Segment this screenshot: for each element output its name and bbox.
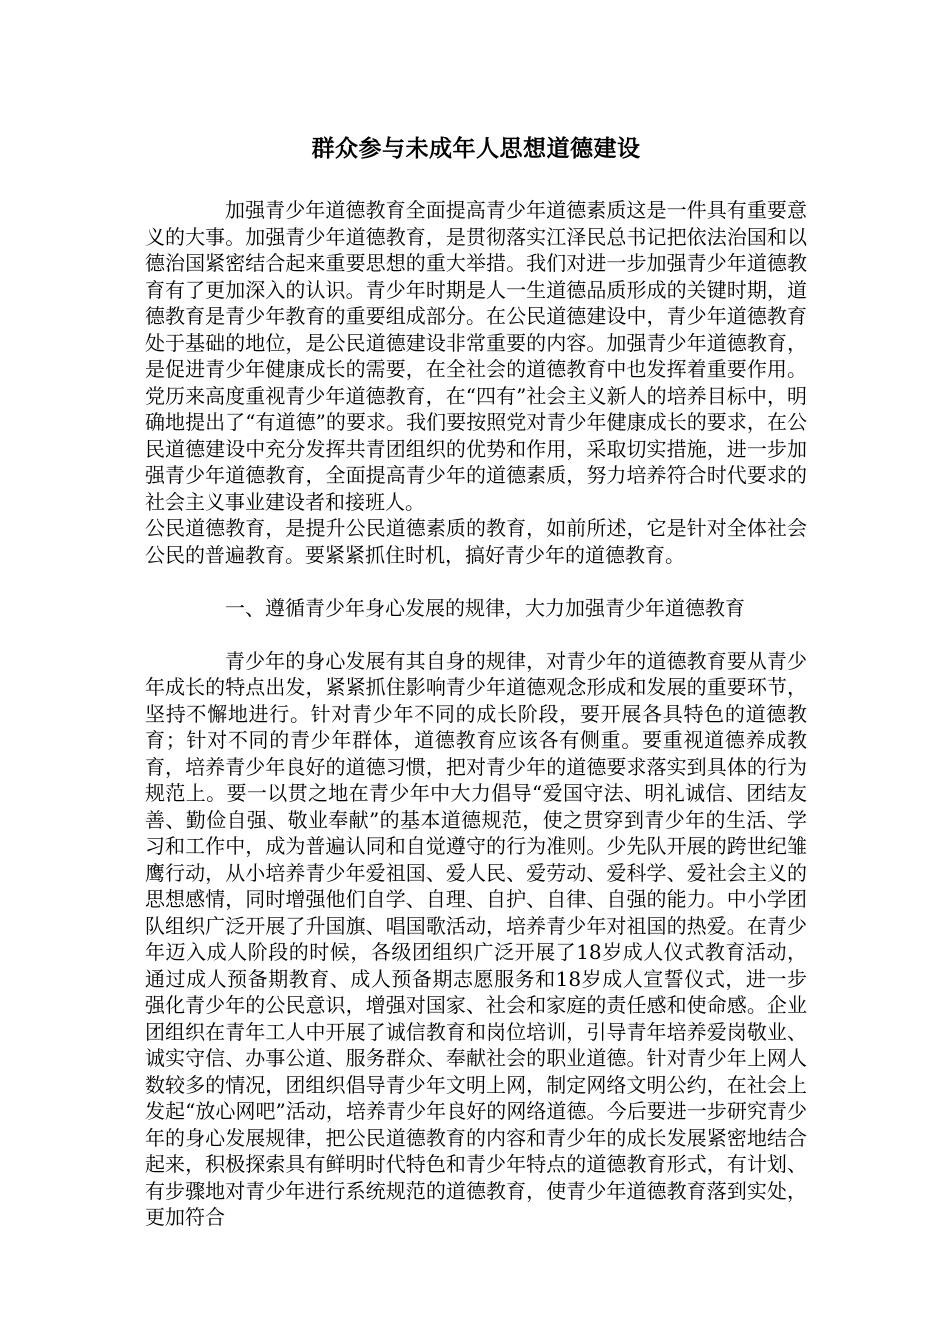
document-title: 群众参与未成年人思想道德建设 (311, 135, 641, 162)
paragraph-spacer (145, 621, 807, 648)
document-body (145, 197, 807, 1231)
document-page (145, 0, 807, 1344)
paragraph-section-1: 青少年的身心发展有其自身的规律，对青少年的道德教育要从青少年成长的特点出发，紧紧抓住影响青少年道德观念形成和发展的重要环节，坚持不懈地进行。针对青少年不同的成长阶段，要开展各具特色的道德教育；针对不同的青少年群体，道德教育应该各有侧重。要重视道德养成教育，培养青少年良好的道德习惯，把对青少年的道德要求落实到具体的行为规范上。要一以贯之地在青少年中大力倡导“爱国守法、明礼诚信、团结友善、勤俭自强、敬业奉献”的基本道德规范，使之贯穿到青少年的生活、学习和工作中，成为普遍认同和自觉遵守的行为准则。少先队开展的跨世纪雏鹰行动，从小培养青少年爱祖国、爱人民、爱劳动、爱科学、爱社会主义的思想感情，同时增强他们自学、自理、自护、自律、自强的能力。中小学团队组织广泛开展了升国旗、唱国歌活动，培养青少年对祖国的热爱。在青少年迈入成人阶段的时候，各级团组织广泛开展了18岁成人仪式教育活动，通过成人预备期教育、成人预备期志愿服务和18岁成人宣誓仪式，进一步强化青少年的公民意识，增强对国家、社会和家庭的责任感和使命感。企业团组织在青年工人中开展了诚信教育和岗位培训，引导青年培养爱岗敬业、诚实守信、办事公道、服务群众、奉献社会的职业道德。针对青少年上网人数较多的情况，团组织倡导青少年文明上网，制定网络文明公约，在社会上发起“放心网吧”活动，培养青少年良好的网络道德。今后要进一步研究青少年的身心发展规律，把公民道德教育的内容和青少年的成长发展紧密地结合起来，积极探索具有鲜明时代特色和青少年特点的道德教育形式，有计划、有步骤地对青少年进行系统规范的道德教育，使青少年道德教育落到实处，更加符合 (145, 648, 807, 1229)
section-heading-1: 一、遵循青少年身心发展的规律，大力加强青少年道德教育 (225, 595, 745, 620)
paragraph-civic-education: 公民道德教育，是提升公民道德素质的教育，如前所述，它是针对全体社会公民的普遍教育。要紧紧抓住时机，搞好青少年的道德教育。 (145, 516, 807, 567)
paragraph-intro: 加强青少年道德教育全面提高青少年道德素质这是一件具有重要意义的大事。加强青少年道德教育，是贯彻落实江泽民总书记把依法治国和以德治国紧密结合起来重要思想的重大举措。我们对进一步加强青少年道德教育有了更加深入的认识。青少年时期是人一生道德品质形成的关键时期，道德教育是青少年教育的重要组成部分。在公民道德建设中，青少年道德教育处于基础的地位，是公民道德建设非常重要的内容。加强青少年道德教育，是促进青少年健康成长的需要，在全社会的道德教育中也发挥着重要作用。党历来高度重视青少年道德教育，在“四有”社会主义新人的培养目标中，明确地提出了“有道德”的要求。我们要按照党对青少年健康成长的要求，在公民道德建设中充分发挥共青团组织的优势和作用，采取切实措施，进一步加强青少年道德教育，全面提高青少年的道德素质，努力培养符合时代要求的社会主义事业建设者和接班人。 (145, 198, 807, 514)
paragraph-spacer (145, 568, 807, 595)
